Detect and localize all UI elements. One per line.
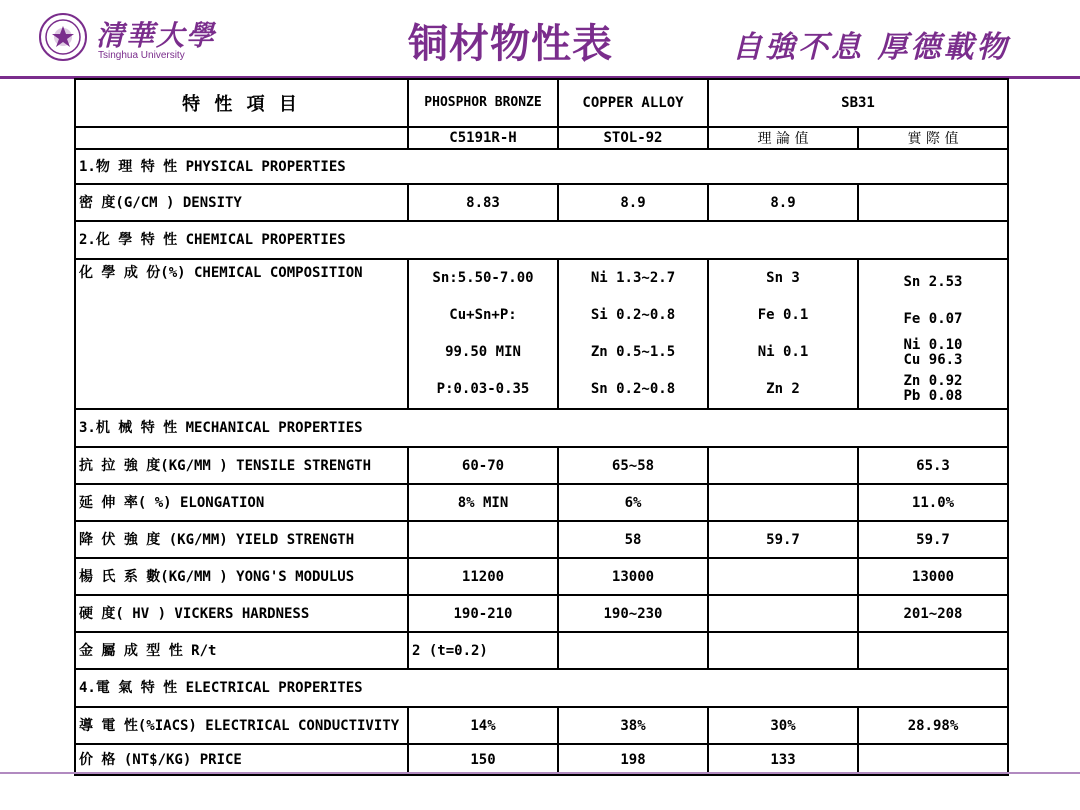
cell-price-ca: 198 (558, 744, 708, 775)
row-label-modulus: 楊 氏 系 數(KG/MM ) YONG'S MODULUS (75, 558, 408, 595)
composition-line: P:0.03-0.35 (436, 381, 530, 397)
subheader-blank (75, 127, 408, 149)
row-label-elongation: 延 伸 率( %) ELONGATION (75, 484, 408, 521)
table-row (75, 558, 1008, 595)
header-sb31: SB31 (708, 79, 1008, 127)
composition-line: Ni 1.3~2.7 (590, 270, 676, 286)
row-label-formability: 金 屬 成 型 性 R/t (75, 632, 408, 669)
cell-density-ca: 8.9 (558, 184, 708, 221)
table-row (75, 521, 1008, 558)
table-row (75, 707, 1008, 744)
cell-composition-theory (708, 259, 858, 409)
table-row (75, 484, 1008, 521)
cell-modulus-ca: 13000 (558, 558, 708, 595)
composition-line: Si 0.2~0.8 (590, 307, 676, 323)
composition-line: Ni 0.1 (757, 344, 809, 360)
cell-tensile-theory (708, 447, 858, 484)
table-row (75, 447, 1008, 484)
subheader-theory: 理 論 值 (708, 127, 858, 149)
table-row (75, 595, 1008, 632)
composition-line: Sn 3 (766, 270, 800, 286)
cell-yield-pb (408, 521, 558, 558)
header-item: 特 性 項 目 (75, 79, 408, 127)
row-label-density: 密 度(G/CM ) DENSITY (75, 184, 408, 221)
cell-tensile-actual: 65.3 (858, 447, 1008, 484)
university-seal-icon (38, 12, 88, 62)
university-motto: 自強不息 厚德載物 (732, 30, 1010, 65)
header-copper-alloy: COPPER ALLOY (558, 79, 708, 127)
cell-density-pb: 8.83 (408, 184, 558, 221)
subheader-c5191r: C5191R-H (408, 127, 558, 149)
cell-conductivity-theory: 30% (708, 707, 858, 744)
section-electrical: 4.電 氣 特 性 ELECTRICAL PROPERITES (75, 669, 1008, 707)
logo-chinese-name: 清華大學 (96, 19, 217, 52)
section-mechanical: 3.机 械 特 性 MECHANICAL PROPERTIES (75, 409, 1008, 447)
composition-line: Zn 0.92 (903, 373, 963, 389)
subheader-actual: 實 際 值 (858, 127, 1008, 149)
composition-line: 99.50 MIN (445, 344, 521, 360)
composition-line: Sn 0.2~0.8 (590, 381, 676, 397)
cell-elongation-actual: 11.0% (858, 484, 1008, 521)
cell-price-actual (858, 744, 1008, 775)
composition-line: Sn:5.50-7.00 (432, 270, 534, 286)
table-row (75, 184, 1008, 221)
cell-composition-pb (408, 259, 558, 409)
cell-price-theory: 133 (708, 744, 858, 775)
row-label-tensile: 抗 拉 強 度(KG/MM ) TENSILE STRENGTH (75, 447, 408, 484)
logo-english-name: Tsinghua University (98, 50, 185, 61)
section-physical: 1.物 理 特 性 PHYSICAL PROPERTIES (75, 149, 1008, 184)
table-subheader-row (75, 127, 1008, 149)
cell-formability-blank (708, 632, 858, 669)
composition-line: Ni 0.10 (903, 337, 963, 353)
cell-modulus-actual: 13000 (858, 558, 1008, 595)
cell-modulus-pb: 11200 (408, 558, 558, 595)
table-header-row (75, 79, 1008, 127)
composition-line: Sn 2.53 (903, 274, 963, 290)
section-row (75, 409, 1008, 447)
cell-yield-ca: 58 (558, 521, 708, 558)
cell-conductivity-pb: 14% (408, 707, 558, 744)
cell-formability-pb: 2 (t=0.2) (408, 632, 558, 669)
composition-line: Cu+Sn+P: (449, 307, 517, 323)
cell-formability-blank (858, 632, 1008, 669)
cell-formability-blank (558, 632, 708, 669)
composition-line: Pb 0.08 (903, 388, 963, 404)
composition-line: Zn 0.5~1.5 (590, 344, 676, 360)
cell-conductivity-actual: 28.98% (858, 707, 1008, 744)
cell-elongation-pb: 8% MIN (408, 484, 558, 521)
page-title: 铜材物性表 (408, 21, 613, 67)
cell-density-theory: 8.9 (708, 184, 858, 221)
section-row (75, 221, 1008, 259)
cell-composition-actual (858, 259, 1008, 409)
row-label-price: 价 格 (NT$/KG) PRICE (75, 744, 408, 775)
row-label-composition: 化 學 成 份(%) CHEMICAL COMPOSITION (75, 259, 408, 409)
table-row (75, 744, 1008, 775)
section-row (75, 669, 1008, 707)
footer-divider (0, 772, 1080, 774)
cell-yield-theory: 59.7 (708, 521, 858, 558)
table-row (75, 632, 1008, 669)
cell-hardness-pb: 190-210 (408, 595, 558, 632)
composition-line: Fe 0.1 (757, 307, 809, 323)
cell-density-actual (858, 184, 1008, 221)
row-label-hardness: 硬 度( HV ) VICKERS HARDNESS (75, 595, 408, 632)
cell-hardness-theory (708, 595, 858, 632)
row-label-conductivity: 導 電 性(%IACS) ELECTRICAL CONDUCTIVITY (75, 707, 408, 744)
copper-properties-table (74, 78, 1009, 776)
cell-hardness-ca: 190~230 (558, 595, 708, 632)
cell-elongation-ca: 6% (558, 484, 708, 521)
composition-line: Zn 2 (766, 381, 800, 397)
composition-line: Cu 96.3 (903, 352, 963, 368)
header-phosphor-bronze: PHOSPHOR BRONZE (408, 79, 558, 127)
composition-line: Fe 0.07 (903, 311, 963, 327)
cell-tensile-pb: 60-70 (408, 447, 558, 484)
subheader-stol92: STOL-92 (558, 127, 708, 149)
cell-composition-ca (558, 259, 708, 409)
slide-header (0, 0, 1080, 78)
row-label-yield: 降 伏 強 度 (KG/MM) YIELD STRENGTH (75, 521, 408, 558)
cell-hardness-actual: 201~208 (858, 595, 1008, 632)
cell-modulus-theory (708, 558, 858, 595)
cell-yield-actual: 59.7 (858, 521, 1008, 558)
cell-tensile-ca: 65~58 (558, 447, 708, 484)
section-row (75, 149, 1008, 184)
cell-price-pb: 150 (408, 744, 558, 775)
table-row (75, 259, 1008, 409)
section-chemical: 2.化 學 特 性 CHEMICAL PROPERTIES (75, 221, 1008, 259)
cell-elongation-theory (708, 484, 858, 521)
cell-conductivity-ca: 38% (558, 707, 708, 744)
